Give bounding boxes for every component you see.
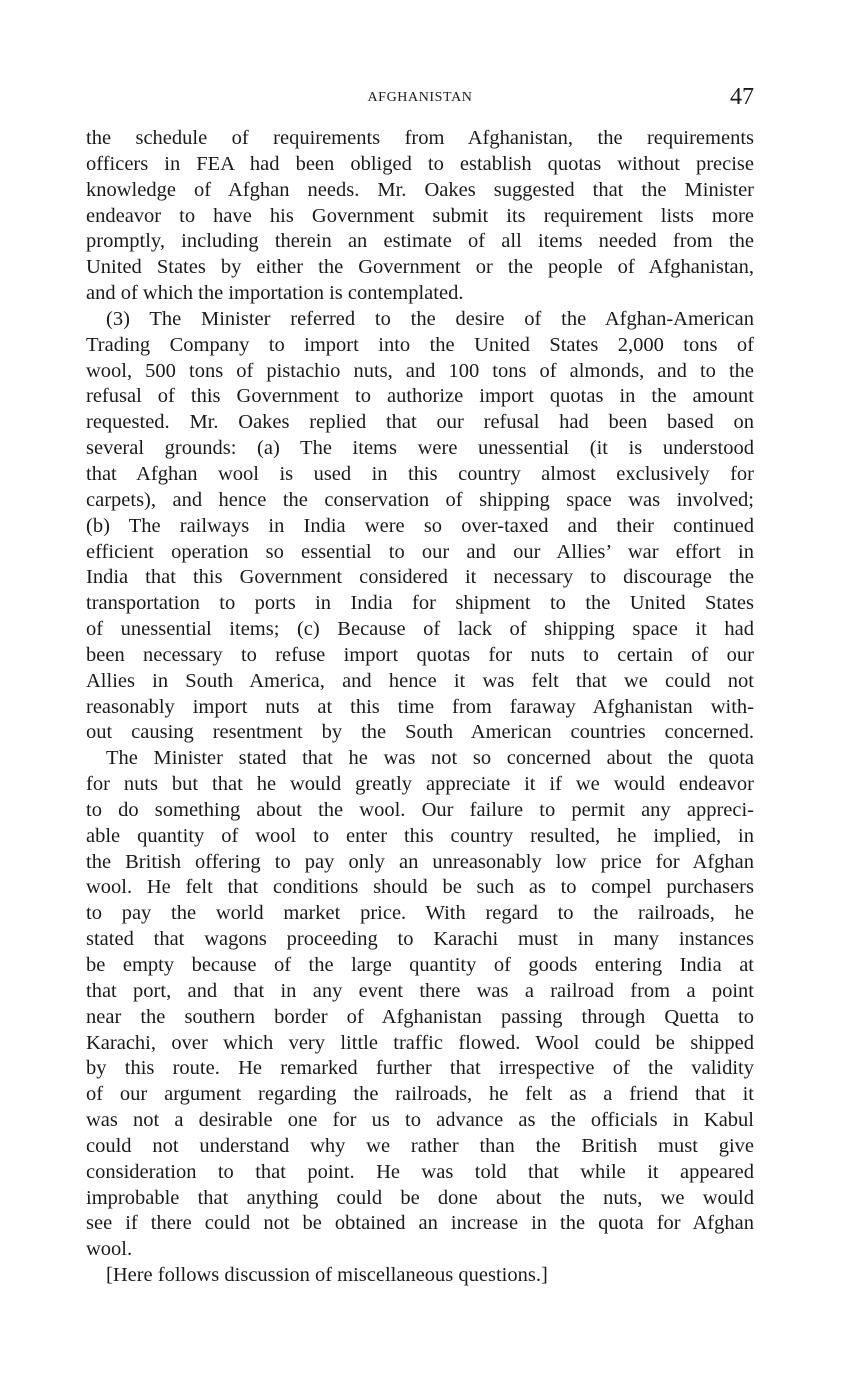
text-line: (b) The railways in India were so over-taxed and their continued [86, 514, 754, 537]
text-line: reasonably import nuts at this time from faraway Afghanistan with- [86, 695, 754, 718]
text-line: United States by either the Government or the people of Afghanistan, [86, 256, 754, 279]
text-line: endeavor to have his Government submit its requirement lists more [86, 204, 754, 227]
text-line: for nuts but that he would greatly appreciate it if we would endeavor [86, 773, 754, 796]
text-line: India that this Government considered it necessary to discourage the [86, 566, 754, 589]
text-line: officers in FEA had been obliged to establish quotas without precise [86, 152, 754, 175]
text-line: the schedule of requirements from Afghanistan, the requirements [86, 127, 754, 149]
text-line: be empty because of the large quantity of goods entering India at [86, 954, 754, 976]
text-line: knowledge of Afghan needs. Mr. Oakes suggested that the Minister [86, 178, 754, 201]
text-line: see if there could not be obtained an increase in the quota for Afghan [86, 1212, 754, 1235]
text-line: wool. He felt that conditions should be such as to compel purchasers [86, 876, 754, 899]
text-line: improbable that anything could be done about the nuts, we would [86, 1186, 754, 1209]
text-line: to pay the world market price. With regard to the railroads, he [86, 902, 754, 925]
text-line: several grounds: (a) The items were unessential (it is understood [86, 437, 754, 460]
text-line: could not understand why we rather than the British must give [86, 1134, 754, 1157]
text-line: able quantity of wool to enter this country resulted, he implied, in [86, 824, 754, 847]
page-number: 47 [730, 84, 754, 110]
text-line: efficient operation so essential to our and our Allies’ war effort in [86, 540, 754, 563]
text-line: stated that wagons proceeding to Karachi must in many instances [86, 928, 754, 951]
text-line: Karachi, over which very little traffic flowed. Wool could be shipped [86, 1031, 754, 1054]
text-line: to do something about the wool. Our failure to permit any appreci- [86, 798, 754, 821]
text-line: and of which the importation is contemplated. [86, 282, 464, 305]
text-line: transportation to ports in India for shipment to the United States [86, 592, 754, 615]
running-head: AFGHANISTAN [367, 90, 473, 105]
text-line: wool, 500 tons of pistachio nuts, and 100 tons of almonds, and to the [86, 359, 754, 382]
text-line: consideration to that point. He was told that while it appeared [86, 1160, 754, 1183]
paragraph [86, 746, 754, 1263]
text-line: of unessential items; (c) Because of lack of shipping space it had [86, 618, 754, 641]
text-line: by this route. He remarked further that irrespective of the validity [86, 1057, 754, 1080]
text-line: promptly, including therein an estimate of all items needed from the [86, 230, 754, 253]
text-line: the British offering to pay only an unreasonably low price for Afghan [86, 850, 754, 873]
text-line: refusal of this Government to authorize import quotas in the amount [86, 385, 754, 408]
paragraph [86, 307, 754, 746]
text-line: of our argument regarding the railroads, he felt as a friend that it [86, 1083, 754, 1106]
text-line: carpets), and hence the conservation of shipping space was involved; [86, 488, 754, 511]
editorial-note: [Here follows discussion of miscellaneous questions.] [106, 1264, 548, 1287]
text-line: The Minister stated that he was not so concerned about the quota [106, 747, 754, 770]
text-line: near the southern border of Afghanistan passing through Quetta to [86, 1005, 754, 1028]
text-line: (3) The Minister referred to the desire of the Afghan-American [106, 307, 754, 330]
text-line: wool. [86, 1238, 133, 1261]
paragraph [86, 126, 754, 307]
text-line: requested. Mr. Oakes replied that our refusal had been based on [86, 411, 754, 434]
text-line: Allies in South America, and hence it was felt that we could not [86, 669, 754, 692]
body-text [86, 126, 754, 1289]
text-line: that port, and that in any event there was a railroad from a point [86, 979, 754, 1002]
page-header [86, 84, 754, 114]
text-line: Trading Company to import into the United States 2,000 tons of [86, 333, 754, 356]
text-line: was not a desirable one for us to advance as the officials in Kabul [86, 1109, 754, 1132]
text-line: out causing resentment by the South American countries concerned. [86, 721, 754, 744]
paragraph [86, 1263, 754, 1289]
text-line: been necessary to refuse import quotas for nuts to certain of our [86, 643, 754, 666]
text-line: that Afghan wool is used in this country almost exclusively for [86, 462, 754, 485]
